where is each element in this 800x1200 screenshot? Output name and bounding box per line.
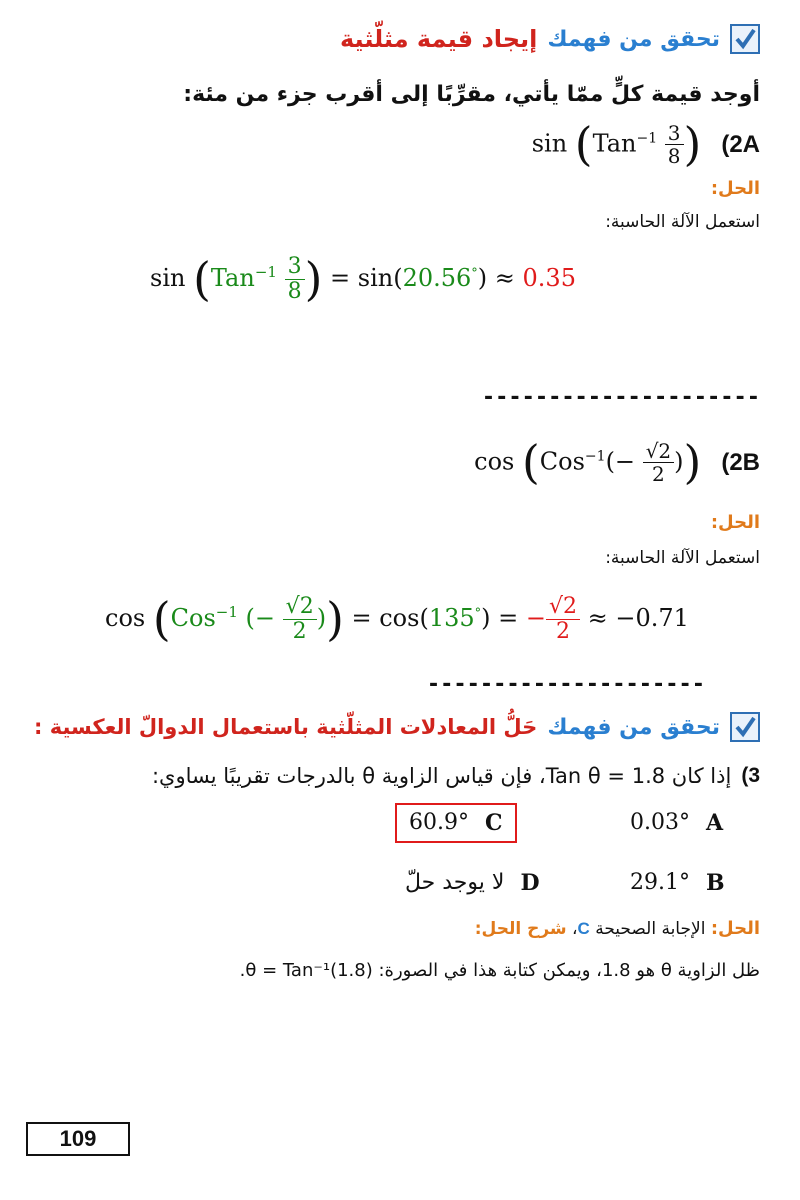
separator-1: --------------------- (481, 385, 760, 410)
instruction: أوجد قيمة كلٍّ ممّا يأتي، مقرِّبًا إلى أقرب جزء من مئة: (183, 82, 760, 107)
problem-number-2A: (2A (721, 130, 760, 158)
option-C: 60.9° C (395, 803, 517, 843)
separator-2: --------------------- (426, 672, 705, 697)
topic-title: حَلُّ المعادلات المثلّثية باستعمال الدوالّ العكسية : (34, 715, 538, 739)
section1-heading (340, 24, 760, 54)
option-D: لا يوجد حلّ D (405, 870, 540, 896)
checkmark-icon (730, 712, 760, 742)
solution-3-answer: الحل: الإجابة الصحيحة C، شرح الحل: (474, 918, 760, 939)
solution-equation-2B: cos (Cos$^{-1}$ (− $\frac{√2}{2}$ )) = cos(135°) = − $\frac{√2}{2}$ ≈ −0.71 (105, 592, 689, 646)
problem-3-text: إذا كان Tan θ = 1.8، فإن قياس الزاوية θ بالدرجات تقريبًا يساوي: (151, 764, 732, 788)
problem-3 (152, 764, 760, 788)
solution-3-explanation: ظل الزاوية θ هو 1.8، ويمكن كتابة هذا في الصورة: θ = Tan⁻¹(1.8). (239, 960, 760, 981)
solution-step-2A: استعمل الآلة الحاسبة: (605, 212, 760, 232)
problem-number-2B: (2B (721, 448, 760, 476)
solution-label-2A: الحل: (710, 178, 760, 199)
problem-number-3: 3) (741, 764, 760, 787)
topic-title: إيجاد قيمة مثلّثية (339, 25, 538, 53)
solution-equation-2A: sin (Tan$^{-1}$ $\frac{3}{8}$ ) = sin(20.56°) ≈ 0.35 (150, 252, 576, 306)
option-B: 29.1° B (630, 870, 725, 896)
solution-step-2B: استعمل الآلة الحاسبة: (605, 548, 760, 568)
section2-heading (34, 712, 760, 742)
check-understanding-title: تحقق من فهمك (547, 26, 720, 52)
solution-label-2B: الحل: (710, 512, 760, 533)
page-number: 109 (26, 1122, 130, 1156)
problem-2A: sin (Tan$^{-1}$ $\frac{3}{8}$ ) (2A (531, 118, 760, 171)
option-A: 0.03° A (630, 810, 724, 836)
check-understanding-title: تحقق من فهمك (547, 714, 720, 740)
checkmark-icon (730, 24, 760, 54)
problem-2B: cos (Cos$^{-1}$(− $\frac{√2}{2}$ )) (2B (474, 436, 760, 489)
